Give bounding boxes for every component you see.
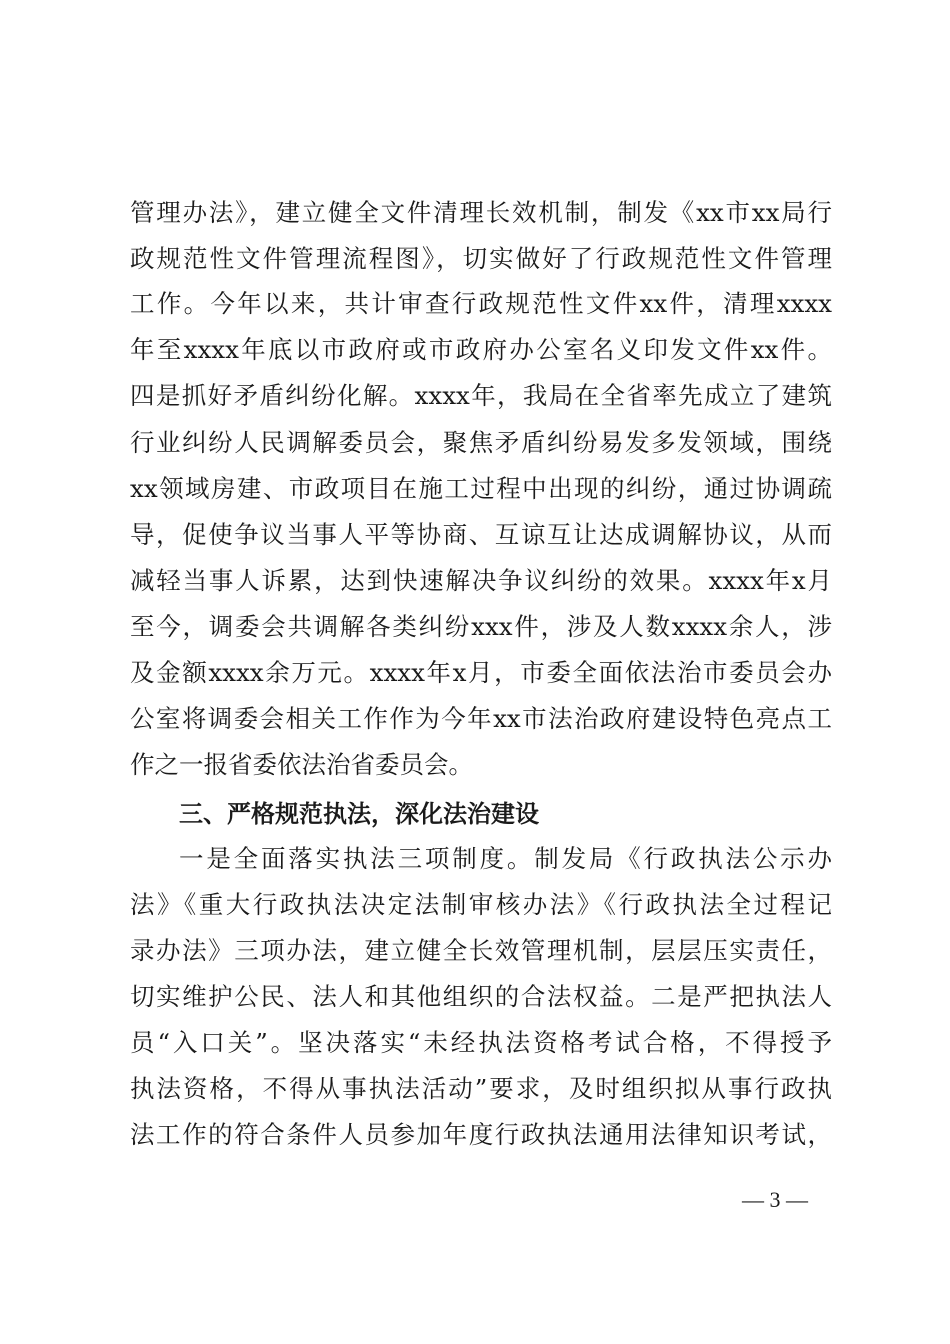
text-line: 作之一报省委依法治省委员会。 xyxy=(130,750,473,779)
text-line: xx领域房建、市政项目在施工过程中出现的纠纷，通过协调疏 xyxy=(130,474,832,503)
section-heading: 三、严格规范执法，深化法治建设 xyxy=(179,800,539,828)
page-number: — 3 — xyxy=(742,1187,808,1212)
text-line: 录办法》三项办法，建立健全长效管理机制，层层压实责任， xyxy=(130,936,832,965)
text-line: 四是抓好矛盾纠纷化解。xxxx年，我局在全省率先成立了建筑 xyxy=(130,381,832,410)
text-line: 行业纠纷人民调解委员会，聚焦矛盾纠纷易发多发领域，围绕 xyxy=(130,428,832,457)
text-line: 管理办法》，建立健全文件清理长效机制，制发《xx市xx局行 xyxy=(130,198,832,227)
text-line: 工作。今年以来，共计审查行政规范性文件xx件，清理xxxx xyxy=(130,289,832,318)
text-line: 政规范性文件管理流程图》，切实做好了行政规范性文件管理 xyxy=(130,244,832,273)
text-line: 减轻当事人诉累，达到快速解决争议纠纷的效果。xxxx年x月 xyxy=(130,566,832,595)
text-line: 员“入口关”。坚决落实“未经执法资格考试合格，不得授予 xyxy=(130,1028,832,1057)
text-line: 及金额xxxx余万元。xxxx年x月，市委全面依法治市委员会办 xyxy=(130,658,832,687)
text-line: 年至xxxx年底以市政府或市政府办公室名义印发文件xx件。 xyxy=(130,335,832,364)
text-line: 公室将调委会相关工作作为今年xx市法治政府建设特色亮点工 xyxy=(130,704,832,733)
text-line: 法》《重大行政执法决定法制审核办法》《行政执法全过程记 xyxy=(130,890,832,919)
text-line: 法工作的符合条件人员参加年度行政执法通用法律知识考试， xyxy=(130,1120,832,1149)
text-line: 执法资格，不得从事执法活动”要求，及时组织拟从事行政执 xyxy=(130,1074,832,1103)
text-line: 导，促使争议当事人平等协商、互谅互让达成调解协议，从而 xyxy=(130,520,832,549)
text-line: 至今，调委会共调解各类纠纷xxx件，涉及人数xxxx余人，涉 xyxy=(130,612,832,641)
text-line: 切实维护公民、法人和其他组织的合法权益。二是严把执法人 xyxy=(130,982,832,1011)
text-line: 一是全面落实执法三项制度。制发局《行政执法公示办 xyxy=(179,844,832,873)
